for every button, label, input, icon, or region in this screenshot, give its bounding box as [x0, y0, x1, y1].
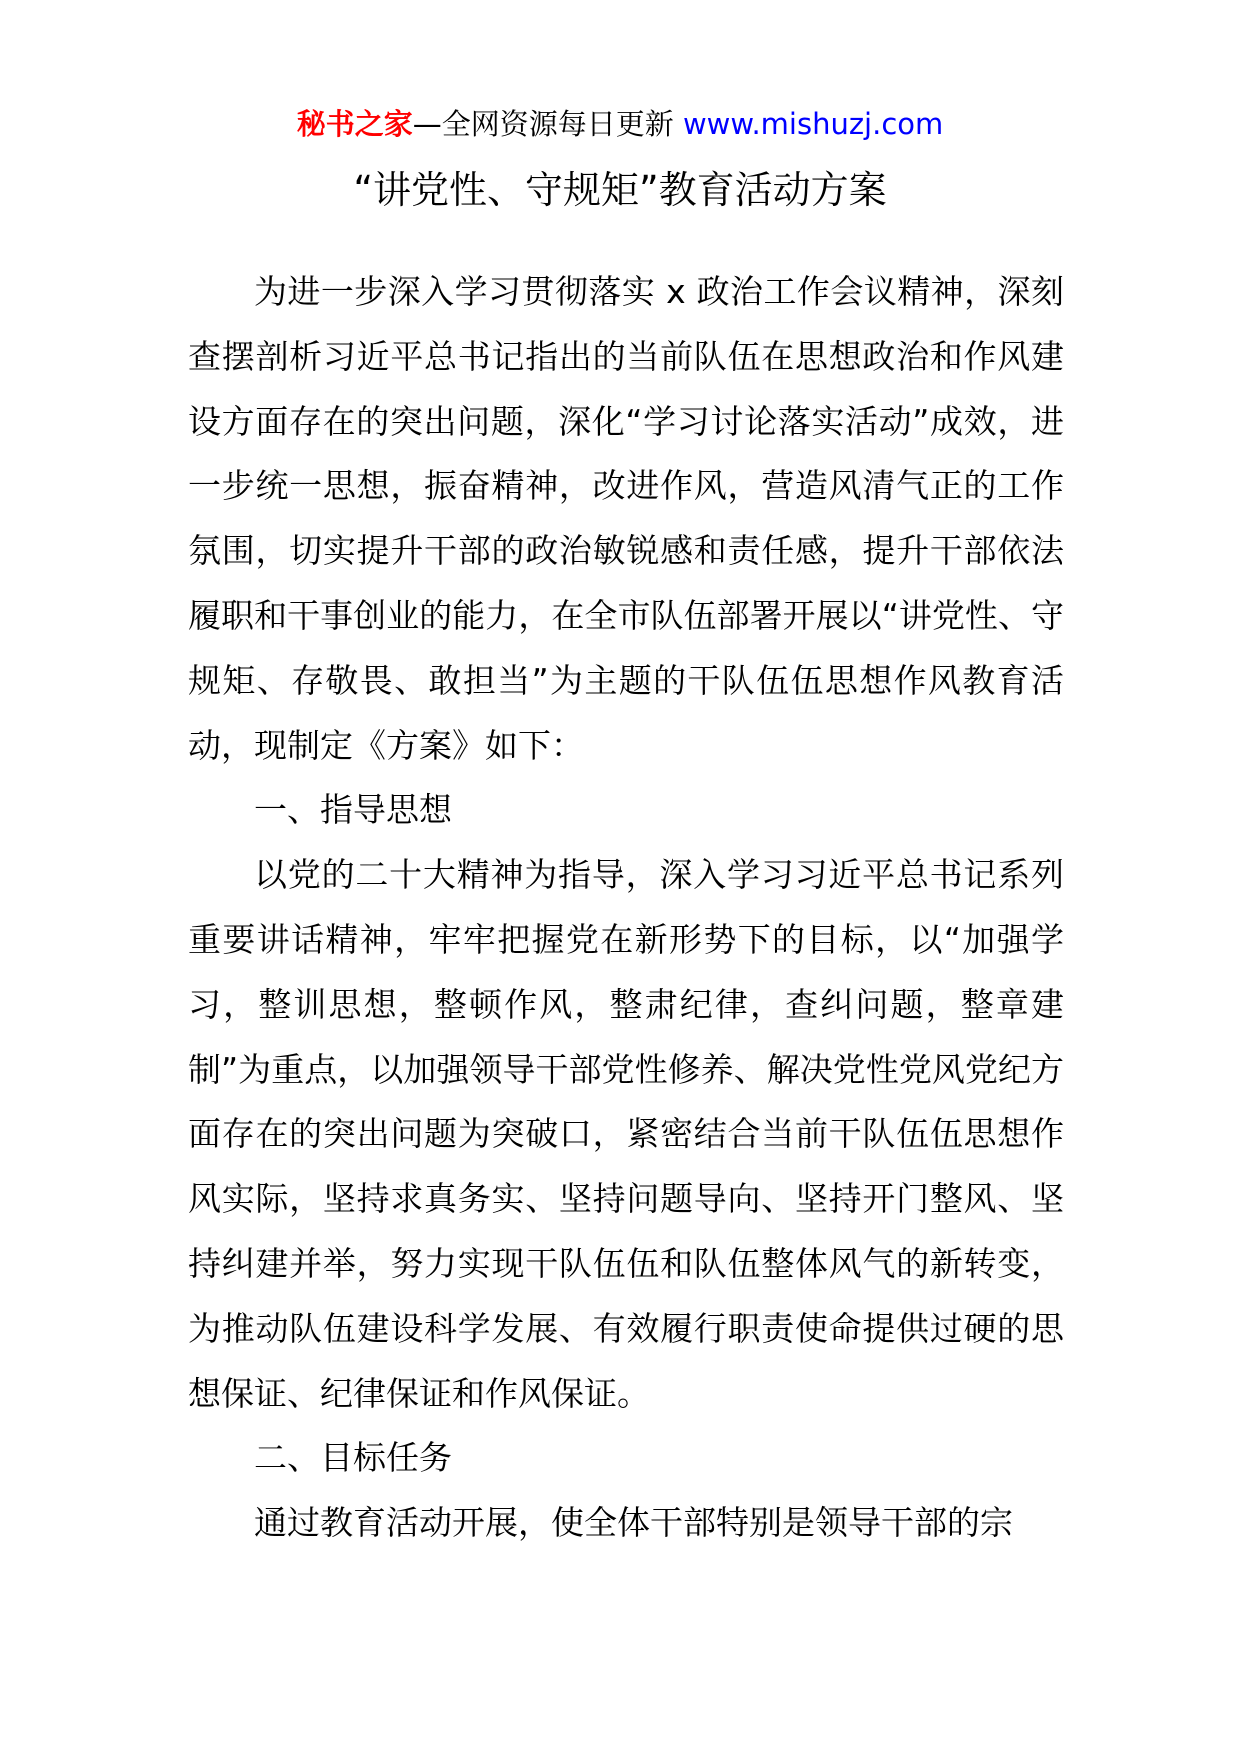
intro-paragraph: 为进一步深入学习贯彻落实 x 政治工作会议精神，深刻查摆剖析习近平总书记指出的当前队伍在思想政治和作风建设方面存在的突出问题，深化“学习讨论落实活动”成效，进一步统一思想，振奋精神，改进作风，营造风清气正的工作氛围，切实提升干部的政治敏锐感和责任感，提升干部依法履职和干事创业的能力，在全市队伍部署开展以“讲党性、守规矩、存敬畏、敢担当”为主题的干队伍伍思想作风教育活动，现制定《方案》如下：: [188, 272, 1064, 765]
section-heading-goals-tasks: 二、目标任务: [254, 1438, 452, 1478]
header-tagline: —全网资源每日更新: [412, 107, 683, 141]
site-url-link[interactable]: www.mishuzj.com: [682, 107, 944, 141]
goals-tasks-paragraph: 通过教育活动开展，使全体干部特别是领导干部的宗: [254, 1503, 1013, 1543]
brand-name: 秘书之家: [296, 107, 413, 141]
site-header: [0, 100, 1240, 148]
section-heading-guiding-ideology: 一、指导思想: [254, 790, 452, 830]
document-title: “讲党性、守规矩”教育活动方案: [353, 168, 887, 212]
guiding-ideology-paragraph: 以党的二十大精神为指导，深入学习习近平总书记系列重要讲话精神，牢牢把握党在新形势下的目标，以“加强学习，整训思想，整顿作风，整肃纪律，查纠问题，整章建制”为重点，以加强领导干部党性修养、解决党性党风党纪方面存在的突出问题为突破口，紧密结合当前干队伍伍思想作风实际，坚持求真务实、坚持问题导向、坚持开门整风、坚持纠建并举，努力实现干队伍伍和队伍整体风气的新转变，为推动队伍建设科学发展、有效履行职责使命提供过硬的思想保证、纪律保证和作风保证。: [188, 855, 1064, 1413]
document-body: [188, 260, 1064, 1556]
